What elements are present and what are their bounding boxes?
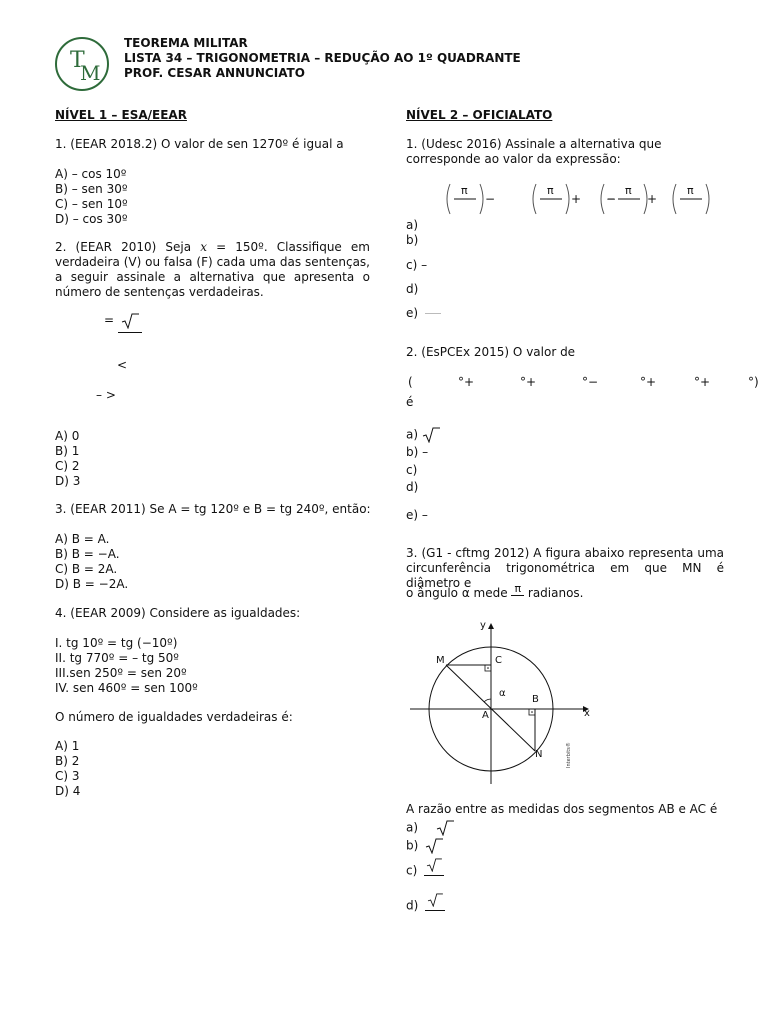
sqrt-icon (436, 820, 454, 836)
q1-right-expression (444, 182, 724, 219)
option: b) (406, 233, 419, 247)
svg-text:T: T (70, 48, 85, 73)
q2-sentence-3: – > (96, 388, 116, 402)
pi-1: π (461, 184, 468, 197)
label-a: A (482, 710, 489, 721)
option: D) 4 (55, 784, 81, 798)
label-y: y (480, 620, 486, 631)
option: A) 0 (55, 429, 80, 443)
option: C) – sen 10º (55, 197, 128, 211)
header-title: TEOREMA MILITAR (124, 36, 248, 50)
header-author: PROF. CESAR ANNUNCIATO (124, 66, 305, 80)
pi-4: π (687, 184, 694, 197)
list-item: IV. sen 460º = sen 100º (55, 681, 198, 695)
section-nivel-1: NÍVEL 1 – ESA/EEAR (55, 108, 187, 122)
option: C) 3 (55, 769, 80, 783)
list-item: III.sen 250º = sen 20º (55, 666, 187, 680)
option: b) (406, 838, 443, 854)
option: a) (406, 218, 419, 232)
option: d) (406, 893, 445, 919)
q4-left-options (55, 739, 80, 799)
op-1: − (485, 192, 496, 206)
list-item: I. tg 10º = tg (−10º) (55, 636, 178, 650)
option: a) (406, 427, 440, 443)
pi-3: π (625, 184, 632, 197)
q4-left-question: O número de igualdades verdadeiras é: (55, 710, 293, 724)
option: e) (406, 306, 419, 320)
option: d) (406, 480, 419, 494)
q4-left-text: 4. (EEAR 2009) Considere as igualdades: (55, 606, 301, 620)
label-x: x (584, 708, 590, 719)
logo-circle-icon (54, 36, 110, 92)
option: C) B = 2A. (55, 562, 118, 576)
q1-left-text: 1. (EEAR 2018.2) O valor de sen 1270º é igual a (55, 137, 344, 151)
q3-right-angle: o ângulo α mede π radianos. (406, 582, 584, 600)
op-2: + (571, 192, 582, 206)
option: B) 1 (55, 444, 80, 458)
fraction-bar (425, 313, 441, 314)
q2-right-expression: ( °+ °+ °− °+ °+ °) (408, 375, 759, 389)
q2-right-text: 2. (EsPCEx 2015) O valor de (406, 345, 576, 359)
option: d) (406, 282, 419, 296)
q3-right-text: 3. (G1 - cftmg 2012) A figura abaixo representa uma circunferência trigonométrica em que MN é diâmetro e (406, 546, 724, 590)
label-n: N (535, 749, 543, 760)
q3-left-text: 3. (EEAR 2011) Se A = tg 120º e B = tg 240º, então: (55, 502, 371, 516)
option: B) 2 (55, 754, 80, 768)
option: C) 2 (55, 459, 80, 473)
logo (54, 36, 110, 92)
q2-left-options (55, 429, 80, 489)
option: A) B = A. (55, 532, 110, 546)
option: B) B = −A. (55, 547, 120, 561)
label-c: C (495, 655, 502, 666)
label-b: B (532, 694, 539, 705)
svg-text:M: M (80, 61, 101, 85)
op-3: − (606, 192, 617, 206)
q1-left-options (55, 167, 128, 227)
option: A) – cos 10º (55, 167, 127, 181)
option: c) (406, 463, 418, 477)
sqrt-icon (121, 313, 139, 329)
label-alpha: α (499, 688, 506, 699)
sqrt-icon (426, 893, 444, 907)
sqrt-icon (422, 427, 440, 443)
option: c) – (406, 258, 428, 272)
option: B) – sen 30º (55, 182, 128, 196)
label-m: M (436, 655, 445, 666)
q2-left-text: 2. (EEAR 2010) Seja x = 150º. Classifique em verdadeira (V) ou falsa (F) cada uma das sentenças, a seguir assinale a alternativa que apresenta o número de sentenças verdadeiras. (55, 240, 370, 299)
interbits-watermark: Interbits® (566, 742, 572, 768)
section-nivel-2: NÍVEL 2 – OFICIALATO (406, 108, 553, 122)
q2-right-e: é (406, 395, 414, 409)
op-4: + (647, 192, 658, 206)
option: c) (406, 858, 444, 884)
option: A) 1 (55, 739, 80, 753)
option: b) – (406, 445, 429, 459)
q1-right-text: 1. (Udesc 2016) Assinale a alternativa que corresponde ao valor da expressão: (406, 137, 662, 166)
q3-right-question: A razão entre as medidas dos segmentos AB e AC é (406, 802, 718, 816)
list-item: II. tg 770º = – tg 50º (55, 651, 179, 665)
option: a) (406, 820, 454, 836)
option: e) – (406, 508, 428, 522)
option: D) B = −2A. (55, 577, 129, 591)
trig-circle-figure (406, 618, 596, 788)
q4-left-items (55, 636, 198, 696)
pi-2: π (547, 184, 554, 197)
q2-sentence-1: = (104, 313, 142, 341)
sqrt-icon (425, 858, 443, 872)
sqrt-icon (425, 838, 443, 854)
header-subtitle: LISTA 34 – TRIGONOMETRIA – REDUÇÃO AO 1º QUADRANTE (124, 51, 521, 65)
option: D) 3 (55, 474, 81, 488)
q3-left-options (55, 532, 128, 592)
q2-sentence-2: < (117, 358, 128, 372)
option: D) – cos 30º (55, 212, 128, 226)
